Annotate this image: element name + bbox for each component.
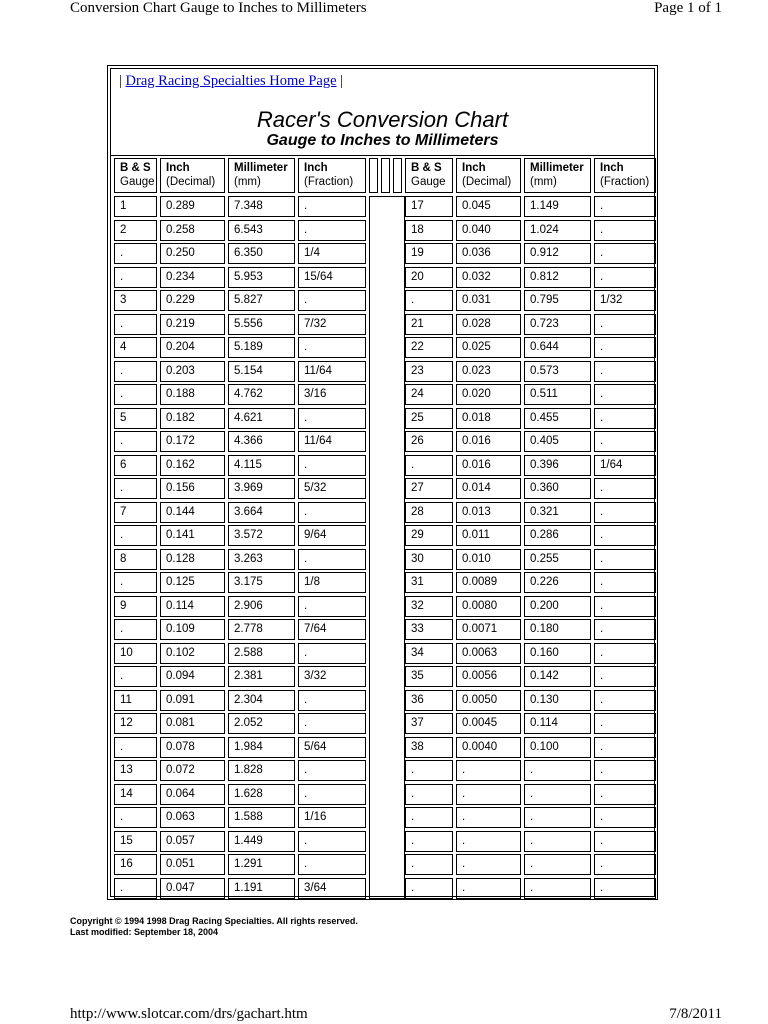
separator-header-1 — [369, 158, 378, 193]
column-header-top: Inch — [600, 162, 624, 174]
right-table-cell: . — [594, 878, 656, 899]
left-table-cell: . — [298, 290, 366, 311]
right-table-cell: 0.321 — [524, 502, 591, 523]
left-table-cell: 8 — [114, 549, 157, 570]
chart-title: Racer's Conversion Chart — [256, 107, 509, 132]
left-table-cell: . — [298, 643, 366, 664]
left-table-cell: 0.203 — [160, 361, 225, 382]
left-table-cell: . — [114, 478, 157, 499]
left-table-cell: 1.588 — [228, 807, 295, 828]
right-table-cell: . — [405, 290, 453, 311]
left-table-cell: . — [298, 713, 366, 734]
right-table-cell: 27 — [405, 478, 453, 499]
column-header-top: B & S — [411, 162, 442, 174]
left-table-cell: 0.188 — [160, 384, 225, 405]
right-table-cell: 35 — [405, 666, 453, 687]
last-modified-line: Last modified: September 18, 2004 — [70, 927, 219, 937]
left-table-cell: 0.289 — [160, 196, 225, 217]
right-table-cell: 0.723 — [524, 314, 591, 335]
right-table-cell: . — [594, 478, 656, 499]
left-table-cell: . — [114, 737, 157, 758]
right-table-cell: 0.032 — [456, 267, 521, 288]
left-table-cell: . — [114, 314, 157, 335]
left-table-cell: . — [298, 408, 366, 429]
right-table-cell: 0.795 — [524, 290, 591, 311]
nav-right-bar: | — [340, 73, 344, 89]
left-table-cell: 3.969 — [228, 478, 295, 499]
right-table-cell: 20 — [405, 267, 453, 288]
right-table-cell: . — [524, 878, 591, 899]
left-table-cell: . — [298, 831, 366, 852]
print-header-title: Conversion Chart Gauge to Inches to Millimeters — [70, 0, 367, 16]
right-table-cell: . — [405, 455, 453, 476]
right-table-cell: 0.360 — [524, 478, 591, 499]
right-table-cell: . — [594, 337, 656, 358]
left-table-cell: 2.588 — [228, 643, 295, 664]
column-header-top: Inch — [304, 162, 328, 174]
right-table-cell: 0.573 — [524, 361, 591, 382]
right-table-cell: . — [594, 314, 656, 335]
left-table-cell: 0.229 — [160, 290, 225, 311]
right-table-cell: 0.040 — [456, 220, 521, 241]
right-table-cell: 29 — [405, 525, 453, 546]
right-table-cell: 0.0050 — [456, 690, 521, 711]
left-table-cell: . — [114, 361, 157, 382]
right-table-cell: 0.016 — [456, 455, 521, 476]
right-table-cell: 0.0080 — [456, 596, 521, 617]
right-table-cell: 18 — [405, 220, 453, 241]
right-table-cell: 21 — [405, 314, 453, 335]
left-table-cell: 4.621 — [228, 408, 295, 429]
right-table-cell: 0.025 — [456, 337, 521, 358]
right-table-cell: . — [594, 267, 656, 288]
left-table-cell: 12 — [114, 713, 157, 734]
chart-subtitle: Gauge to Inches to Millimeters — [266, 132, 499, 149]
right-table-cell: . — [456, 878, 521, 899]
left-table-cell: 0.156 — [160, 478, 225, 499]
right-table-cell: . — [594, 384, 656, 405]
right-table-cell: 0.511 — [524, 384, 591, 405]
right-table-cell: . — [594, 807, 656, 828]
left-table-cell: 15 — [114, 831, 157, 852]
column-header-left — [114, 158, 157, 193]
right-table-cell: 0.020 — [456, 384, 521, 405]
right-table-cell: 24 — [405, 384, 453, 405]
left-table-cell: 2.381 — [228, 666, 295, 687]
right-table-cell: 0.286 — [524, 525, 591, 546]
left-table-cell: . — [114, 619, 157, 640]
left-table-cell: . — [114, 525, 157, 546]
right-table-cell: 32 — [405, 596, 453, 617]
right-table-cell: 0.226 — [524, 572, 591, 593]
column-header-left — [228, 158, 295, 193]
right-table-cell: 19 — [405, 243, 453, 264]
right-table-cell: . — [594, 572, 656, 593]
right-table-cell: . — [405, 831, 453, 852]
left-table-cell: 9 — [114, 596, 157, 617]
column-header-bottom: (mm) — [234, 176, 261, 188]
left-table-cell: . — [298, 455, 366, 476]
left-table-cell: 0.234 — [160, 267, 225, 288]
left-table-cell: 0.219 — [160, 314, 225, 335]
right-table-cell: . — [594, 243, 656, 264]
right-table-cell: . — [405, 784, 453, 805]
right-table-cell: . — [524, 760, 591, 781]
left-table-cell: 1.191 — [228, 878, 295, 899]
column-header-top: Inch — [166, 162, 190, 174]
left-table-cell: 1.984 — [228, 737, 295, 758]
column-header-right — [405, 158, 453, 193]
chart-frame — [107, 65, 658, 900]
separator-column — [369, 196, 405, 899]
right-table-cell: 0.180 — [524, 619, 591, 640]
left-table-cell: 3/64 — [298, 878, 366, 899]
left-table-cell: 11/64 — [298, 431, 366, 452]
left-table-cell: 5/64 — [298, 737, 366, 758]
right-table-cell: . — [405, 760, 453, 781]
column-header-top: Millimeter — [530, 162, 584, 174]
left-table-cell: 3/16 — [298, 384, 366, 405]
left-table-cell: . — [298, 596, 366, 617]
right-table-cell: 0.018 — [456, 408, 521, 429]
right-table-cell: 0.045 — [456, 196, 521, 217]
left-table-cell: 2.778 — [228, 619, 295, 640]
right-table-cell: . — [594, 549, 656, 570]
left-table-cell: 0.102 — [160, 643, 225, 664]
left-table-cell: 3.664 — [228, 502, 295, 523]
right-table-cell: . — [594, 196, 656, 217]
right-table-cell: 0.031 — [456, 290, 521, 311]
left-table-cell: 11/64 — [298, 361, 366, 382]
left-table-cell: 4 — [114, 337, 157, 358]
left-table-cell: 1.828 — [228, 760, 295, 781]
left-table-cell: . — [298, 854, 366, 875]
left-table-cell: . — [114, 807, 157, 828]
right-table-cell: . — [594, 690, 656, 711]
right-table-cell: 37 — [405, 713, 453, 734]
left-table-cell: 0.057 — [160, 831, 225, 852]
left-table-cell: 0.063 — [160, 807, 225, 828]
separator-header-3 — [393, 158, 402, 193]
right-table-cell: 0.016 — [456, 431, 521, 452]
right-table-cell: 0.912 — [524, 243, 591, 264]
right-table-cell: 0.405 — [524, 431, 591, 452]
right-table-cell: 0.0063 — [456, 643, 521, 664]
left-table-cell: 0.141 — [160, 525, 225, 546]
right-table-cell: 36 — [405, 690, 453, 711]
right-table-cell: 23 — [405, 361, 453, 382]
column-header-left — [298, 158, 366, 193]
left-table-cell: 0.081 — [160, 713, 225, 734]
left-table-cell: 5/32 — [298, 478, 366, 499]
right-table-cell: 25 — [405, 408, 453, 429]
left-table-cell: . — [114, 431, 157, 452]
left-table-cell: 6.543 — [228, 220, 295, 241]
right-table-cell: 0.114 — [524, 713, 591, 734]
right-table-cell: 0.011 — [456, 525, 521, 546]
left-table-cell: 1/8 — [298, 572, 366, 593]
left-table-cell: . — [298, 549, 366, 570]
left-table-cell: 7/32 — [298, 314, 366, 335]
left-table-cell: . — [114, 267, 157, 288]
left-table-cell: 1/4 — [298, 243, 366, 264]
left-table-cell: 7/64 — [298, 619, 366, 640]
right-table-cell: 28 — [405, 502, 453, 523]
left-table-cell: 7.348 — [228, 196, 295, 217]
left-table-cell: . — [114, 666, 157, 687]
left-table-cell: 16 — [114, 854, 157, 875]
left-table-cell: 10 — [114, 643, 157, 664]
left-table-cell: 4.366 — [228, 431, 295, 452]
column-header-bottom: (Fraction) — [600, 176, 650, 188]
left-table-cell: 0.204 — [160, 337, 225, 358]
right-table-cell: . — [594, 737, 656, 758]
left-table-cell: 0.094 — [160, 666, 225, 687]
left-table-cell: 1/16 — [298, 807, 366, 828]
right-table-cell: . — [405, 878, 453, 899]
column-header-left — [160, 158, 225, 193]
column-header-right — [524, 158, 591, 193]
right-table-cell: 0.023 — [456, 361, 521, 382]
left-table-cell: 5.953 — [228, 267, 295, 288]
left-table-cell: 0.051 — [160, 854, 225, 875]
home-page-link[interactable]: Drag Racing Specialties Home Page — [125, 73, 337, 89]
right-table-cell: 0.396 — [524, 455, 591, 476]
right-table-cell: 0.160 — [524, 643, 591, 664]
left-table-cell: 0.064 — [160, 784, 225, 805]
right-table-cell: 0.010 — [456, 549, 521, 570]
left-table-cell: 6 — [114, 455, 157, 476]
right-table-cell: . — [594, 619, 656, 640]
left-table-cell: 14 — [114, 784, 157, 805]
left-table-cell: 2.906 — [228, 596, 295, 617]
left-table-cell: 0.114 — [160, 596, 225, 617]
left-table-cell: 6.350 — [228, 243, 295, 264]
left-table-cell: 4.115 — [228, 455, 295, 476]
right-table-cell: 0.644 — [524, 337, 591, 358]
column-header-top: Inch — [462, 162, 486, 174]
right-table-cell: 0.0056 — [456, 666, 521, 687]
right-table-cell: . — [594, 431, 656, 452]
column-header-bottom: (Decimal) — [166, 176, 216, 188]
right-table-cell: . — [524, 807, 591, 828]
right-table-cell: 0.013 — [456, 502, 521, 523]
right-table-cell: 0.0045 — [456, 713, 521, 734]
left-table-cell: 0.144 — [160, 502, 225, 523]
column-header-bottom: Gauge — [411, 176, 446, 188]
left-table-cell: 5.556 — [228, 314, 295, 335]
left-table-cell: . — [298, 220, 366, 241]
print-header-page-number: Page 1 of 1 — [654, 0, 722, 16]
right-table-cell: 17 — [405, 196, 453, 217]
right-table-cell: . — [524, 831, 591, 852]
right-table-cell: . — [594, 666, 656, 687]
left-table-cell: 7 — [114, 502, 157, 523]
left-table-cell: 0.109 — [160, 619, 225, 640]
right-table-cell: 0.028 — [456, 314, 521, 335]
right-table-cell: 1/32 — [594, 290, 656, 311]
left-table-cell: 5.154 — [228, 361, 295, 382]
left-table-cell: . — [114, 384, 157, 405]
right-table-cell: 0.014 — [456, 478, 521, 499]
copyright-notice — [70, 916, 358, 938]
left-table-cell: 11 — [114, 690, 157, 711]
left-table-cell: 0.078 — [160, 737, 225, 758]
right-table-cell: 26 — [405, 431, 453, 452]
left-table-cell: 5.189 — [228, 337, 295, 358]
left-table-cell: 0.125 — [160, 572, 225, 593]
left-table-cell: . — [298, 760, 366, 781]
right-table-cell: . — [456, 760, 521, 781]
left-table-cell: 1 — [114, 196, 157, 217]
right-table-cell: 0.255 — [524, 549, 591, 570]
print-footer-url: http://www.slotcar.com/drs/gachart.htm — [70, 1006, 308, 1022]
left-table-cell: 0.128 — [160, 549, 225, 570]
left-table-cell: 15/64 — [298, 267, 366, 288]
left-table-cell: 2.304 — [228, 690, 295, 711]
left-table-cell: 0.072 — [160, 760, 225, 781]
left-table-cell: . — [298, 784, 366, 805]
left-table-cell: 9/64 — [298, 525, 366, 546]
left-table-cell: . — [114, 878, 157, 899]
column-header-bottom: Gauge — [120, 176, 155, 188]
right-table-cell: . — [456, 807, 521, 828]
right-table-cell: . — [594, 760, 656, 781]
right-table-cell: 1.149 — [524, 196, 591, 217]
right-table-cell: . — [456, 784, 521, 805]
left-table-cell: 5.827 — [228, 290, 295, 311]
left-table-cell: . — [298, 502, 366, 523]
right-table-cell: . — [594, 596, 656, 617]
copyright-line: Copyright © 1994 1998 Drag Racing Specialties. All rights reserved. — [70, 916, 358, 926]
left-table-cell: 0.091 — [160, 690, 225, 711]
right-table-cell: . — [594, 525, 656, 546]
right-table-cell: 1/64 — [594, 455, 656, 476]
right-table-cell: . — [594, 854, 656, 875]
left-table-cell: 0.162 — [160, 455, 225, 476]
right-table-cell: . — [594, 784, 656, 805]
left-table-cell: 2.052 — [228, 713, 295, 734]
left-table-cell: . — [114, 243, 157, 264]
left-table-cell: 13 — [114, 760, 157, 781]
left-table-cell: . — [298, 690, 366, 711]
column-header-bottom: (mm) — [530, 176, 557, 188]
left-table-cell: 0.258 — [160, 220, 225, 241]
column-header-right — [456, 158, 521, 193]
right-table-cell: 0.0040 — [456, 737, 521, 758]
left-table-cell: 4.762 — [228, 384, 295, 405]
right-table-cell: 0.200 — [524, 596, 591, 617]
right-table-cell: 31 — [405, 572, 453, 593]
column-header-top: Millimeter — [234, 162, 288, 174]
separator-header-2 — [381, 158, 390, 193]
right-table-cell: . — [405, 807, 453, 828]
column-header-bottom: (Decimal) — [462, 176, 512, 188]
left-table-cell: 5 — [114, 408, 157, 429]
right-table-cell: . — [594, 502, 656, 523]
right-table-cell: 22 — [405, 337, 453, 358]
right-table-cell: . — [594, 361, 656, 382]
left-table-cell: 3.263 — [228, 549, 295, 570]
column-header-bottom: (Fraction) — [304, 176, 354, 188]
left-table-cell: 1.628 — [228, 784, 295, 805]
left-table-cell: . — [114, 572, 157, 593]
left-table-cell: 3/32 — [298, 666, 366, 687]
column-header-right — [594, 158, 656, 193]
right-table-cell: . — [524, 784, 591, 805]
right-table-cell: . — [456, 854, 521, 875]
right-table-cell: . — [594, 408, 656, 429]
left-table-cell: 1.291 — [228, 854, 295, 875]
left-table-cell: 0.047 — [160, 878, 225, 899]
right-table-cell: . — [594, 643, 656, 664]
left-table-cell: 0.182 — [160, 408, 225, 429]
right-table-cell: 38 — [405, 737, 453, 758]
column-header-top: B & S — [120, 162, 151, 174]
right-table-cell: . — [456, 831, 521, 852]
title-divider — [111, 155, 654, 156]
right-table-cell: . — [524, 854, 591, 875]
right-table-cell: 0.0089 — [456, 572, 521, 593]
right-table-cell: 30 — [405, 549, 453, 570]
right-table-cell: . — [594, 713, 656, 734]
right-table-cell: 34 — [405, 643, 453, 664]
left-table-cell: 0.250 — [160, 243, 225, 264]
right-table-cell: 0.036 — [456, 243, 521, 264]
right-table-cell: . — [594, 220, 656, 241]
left-table-cell: 1.449 — [228, 831, 295, 852]
chart-inner-frame — [110, 68, 655, 897]
nav-left-bar: | — [119, 73, 122, 89]
nav-line — [119, 73, 343, 90]
right-table-cell: 1.024 — [524, 220, 591, 241]
right-table-cell: 0.100 — [524, 737, 591, 758]
right-table-cell: 0.455 — [524, 408, 591, 429]
right-table-cell: 33 — [405, 619, 453, 640]
right-table-cell: 0.812 — [524, 267, 591, 288]
left-table-cell: 2 — [114, 220, 157, 241]
right-table-cell: 0.0071 — [456, 619, 521, 640]
print-footer-date: 7/8/2011 — [669, 1006, 722, 1022]
right-table-cell: . — [405, 854, 453, 875]
right-table-cell: 0.130 — [524, 690, 591, 711]
left-table-cell: . — [298, 337, 366, 358]
right-table-cell: 0.142 — [524, 666, 591, 687]
left-table-cell: 3.175 — [228, 572, 295, 593]
right-table-cell: . — [594, 831, 656, 852]
left-table-cell: 0.172 — [160, 431, 225, 452]
left-table-cell: . — [298, 196, 366, 217]
left-table-cell: 3 — [114, 290, 157, 311]
left-table-cell: 3.572 — [228, 525, 295, 546]
